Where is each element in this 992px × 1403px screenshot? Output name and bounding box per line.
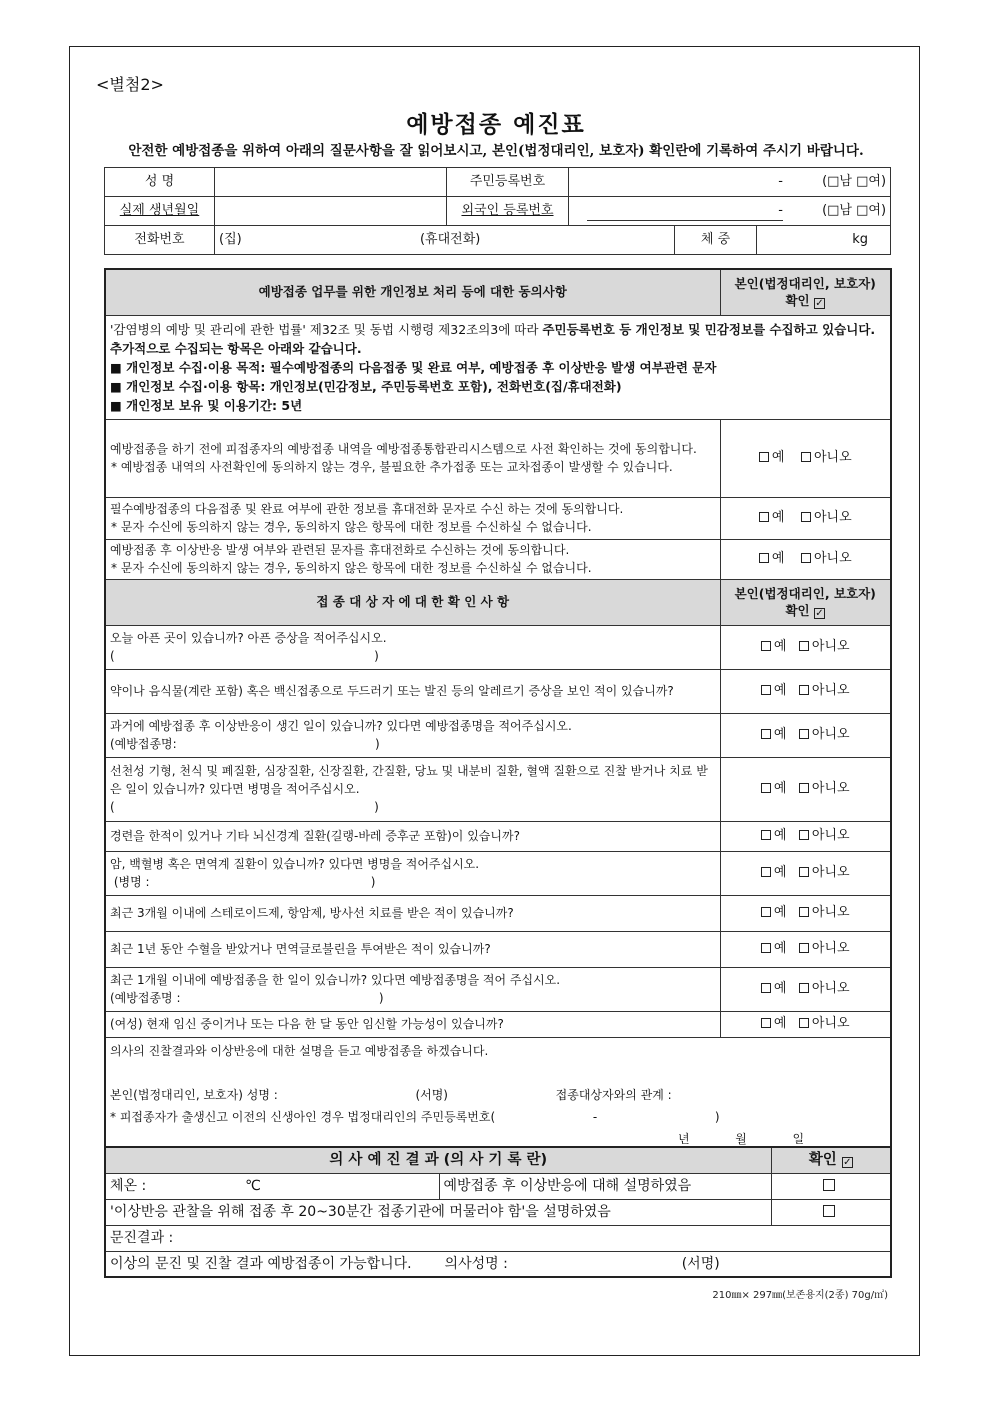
consent-q3-text: 예방접종 후 이상반응 발생 여부와 관련된 문자를 휴대전화로 수신하는 것에 동의합니다.	[110, 543, 570, 557]
consent-intro	[105, 315, 891, 419]
consent-header: 예방접종 업무를 위한 개인정보 처리 등에 대한 동의사항	[105, 269, 720, 315]
question-cell	[105, 757, 720, 821]
consent-q1	[105, 419, 720, 497]
question-answer[interactable]	[720, 895, 891, 931]
question-cell	[105, 669, 720, 713]
birth-label: 실제 생년월일	[105, 197, 215, 226]
question-text: 최근 3개월 이내에 스테로이드제, 항암제, 방사선 치료를 받은 적이 있습니까?	[110, 906, 514, 920]
question-cell	[105, 967, 720, 1011]
checkbox-icon[interactable]	[799, 830, 809, 840]
question-row	[105, 1011, 891, 1037]
checkbox-icon[interactable]	[799, 641, 809, 651]
checkbox-icon[interactable]	[759, 452, 769, 462]
rrn-dash: -	[778, 174, 783, 189]
doctor-confirm-header	[771, 1147, 891, 1173]
checkbox-icon[interactable]	[761, 729, 771, 739]
doctor-record-table	[104, 1146, 892, 1278]
no-label: 아니오	[811, 941, 850, 956]
checkbox-icon[interactable]	[761, 641, 771, 651]
rrn-label: 주민등록번호	[447, 168, 569, 197]
relation-label: 접종대상자와의 관계 :	[555, 1087, 672, 1102]
yes-label: 예	[771, 450, 785, 465]
question-row	[105, 851, 891, 895]
no-label: 아니오	[811, 1016, 850, 1031]
question-answer[interactable]	[720, 851, 891, 895]
home-phone-label: (집)	[219, 232, 242, 247]
question-text: 선천성 기형, 천식 및 폐질환, 심장질환, 신장질환, 간질환, 당뇨 및 내분비 질환, 혈액 질환으로 진찰 받거나 치료 받은 일이 있습니까? 있다면 병명을 적어주십시오.	[110, 764, 708, 796]
question-answer[interactable]	[720, 931, 891, 967]
question-row	[105, 967, 891, 1011]
consent-bullet-purpose: ■ 개인정보 수집·이용 목적: 필수예방접종의 다음접종 및 완료 여부, 예방접종 후 이상반응 발생 여부관련 문자	[110, 359, 717, 375]
signature-line	[110, 1084, 886, 1106]
newborn-note	[110, 1106, 886, 1128]
checkbox-icon[interactable]	[761, 867, 771, 877]
question-answer-blank[interactable]: (예방접종명 : )	[110, 991, 384, 1005]
question-answer-blank[interactable]: ( )	[110, 649, 379, 663]
question-text: 최근 1개월 이내에 예방접종을 한 일이 있습니까? 있다면 예방접종명을 적어 주십시오.	[110, 973, 561, 987]
consent-q1-note: * 예방접종 내역의 사전확인에 동의하지 않는 경우, 불필요한 추가접종 또는 교차접종이 발생할 수 있습니다.	[111, 460, 673, 474]
checked-box-icon: ✓	[815, 608, 824, 619]
question-cell	[105, 895, 720, 931]
checkbox-icon[interactable]	[761, 1018, 771, 1028]
confirm-sub-text: 확인	[785, 603, 810, 618]
checkbox-icon[interactable]	[799, 729, 809, 739]
yes-label: 예	[773, 1016, 787, 1031]
newborn-note-dash: -	[592, 1109, 598, 1124]
doctor-confirm-text: 확인	[808, 1152, 837, 1169]
no-label: 아니오	[813, 551, 852, 566]
yes-label: 예	[773, 639, 787, 654]
checkbox-icon[interactable]	[761, 685, 771, 695]
question-answer-blank[interactable]: ( )	[110, 800, 379, 814]
foreign-field[interactable]	[569, 197, 891, 226]
observe-check[interactable]	[771, 1199, 891, 1225]
no-label: 아니오	[811, 905, 850, 920]
name-label: 성 명	[105, 168, 215, 197]
doctor-name-label: 의사성명 :	[444, 1255, 508, 1272]
consent-q2	[105, 497, 720, 539]
temperature-field[interactable]	[105, 1173, 439, 1199]
checkbox-icon[interactable]	[823, 1205, 835, 1217]
signer-label: 본인(법정대리인, 보호자) 성명 :	[110, 1087, 278, 1102]
checkbox-icon[interactable]	[761, 830, 771, 840]
no-label: 아니오	[813, 510, 852, 525]
question-answer-blank[interactable]: (병명 : )	[110, 875, 376, 889]
consent-q2-text: 필수예방접종의 다음접종 및 완료 여부에 관한 정보를 휴대전화 문자로 수신 하는 것에 동의합니다.	[110, 502, 624, 516]
form-subtitle: 안전한 예방접종을 위하여 아래의 질문사항을 잘 읽어보시고, 본인(법정대리인, 보호자) 확인란에 기록하여 주시기 바랍니다.	[128, 143, 864, 159]
question-cell	[105, 625, 720, 669]
phone-label: 전화번호	[105, 226, 215, 255]
mobile-phone-label: (휴대전화)	[419, 232, 481, 247]
consent-q3-answer[interactable]	[720, 539, 891, 579]
question-answer[interactable]	[720, 625, 891, 669]
form-title: 예방접종 예진표	[406, 112, 586, 138]
consent-q2-answer[interactable]	[720, 497, 891, 539]
no-label: 아니오	[813, 450, 852, 465]
no-label: 아니오	[811, 639, 850, 654]
checkbox-icon[interactable]	[761, 943, 771, 953]
gender-options-2[interactable]: (□남 □여)	[822, 202, 887, 218]
question-cell	[105, 1011, 720, 1037]
no-label: 아니오	[811, 781, 850, 796]
question-cell	[105, 713, 720, 757]
yes-label: 예	[773, 727, 787, 742]
question-text: 과거에 예방접종 후 이상반응이 생긴 일이 있습니까? 있다면 예방접종명을 적어주십시오.	[110, 719, 572, 733]
name-field[interactable]	[215, 168, 447, 197]
doctor-header: 의 사 예 진 결 과 (의 사 기 록 란)	[105, 1147, 771, 1173]
checkbox-icon[interactable]	[799, 983, 809, 993]
question-answer[interactable]	[720, 821, 891, 851]
consent-q3	[105, 539, 720, 579]
newborn-note-close: )	[714, 1109, 720, 1124]
vaccination-possible-text: 이상의 문진 및 진찰 결과 예방접종이 가능합니다.	[110, 1255, 412, 1272]
signature-statement: 의사의 진찰결과와 이상반응에 대한 설명을 듣고 예방접종을 하겠습니다.	[110, 1043, 489, 1058]
no-label: 아니오	[811, 828, 850, 843]
checkbox-icon[interactable]	[799, 783, 809, 793]
question-cell	[105, 821, 720, 851]
question-row	[105, 931, 891, 967]
attachment-label: <별첨2>	[96, 75, 164, 94]
newborn-note-text: * 피접종자가 출생신고 이전의 신생아인 경우 법정대리인의 주민등록번호(	[110, 1109, 496, 1124]
question-answer[interactable]	[720, 669, 891, 713]
checkbox-icon[interactable]	[823, 1179, 835, 1191]
consent-intro-text: '감염병의 예방 및 관리에 관한 법률' 제32조 및 동법 시행령 제32조의3에 따라	[110, 321, 543, 337]
checkbox-icon[interactable]	[759, 553, 769, 563]
yes-label: 예	[773, 781, 787, 796]
yes-label: 예	[771, 510, 785, 525]
checkbox-icon[interactable]	[801, 553, 811, 563]
doctor-signature-line[interactable]	[105, 1251, 891, 1277]
gender-options[interactable]: (□남 □여)	[822, 174, 887, 189]
month-label: 월	[735, 1131, 747, 1146]
checkbox-icon[interactable]	[799, 867, 809, 877]
confirm-sub-text: 확인	[785, 293, 810, 309]
checkbox-icon[interactable]	[799, 685, 809, 695]
consent-bullet-period: ■ 개인정보 보유 및 이용기간: 5년	[110, 397, 303, 413]
consent-intro-bold: 주민등록번호 등 개인정보 및 민감정보를 수집하고 있습니다. 추가적으로 수집되는 항목은 아래와 같습니다.	[110, 321, 876, 356]
question-row	[105, 625, 891, 669]
question-cell	[105, 851, 720, 895]
checkbox-icon[interactable]	[799, 1018, 809, 1028]
year-label: 년	[678, 1131, 690, 1146]
question-answer[interactable]	[720, 1011, 891, 1037]
question-cell	[105, 931, 720, 967]
birth-field[interactable]	[215, 197, 447, 226]
question-answer[interactable]	[720, 713, 891, 757]
explained-label: 예방접종 후 이상반응에 대해 설명하였음	[439, 1173, 771, 1199]
question-row	[105, 669, 891, 713]
paper-spec-footer: 210㎜× 297㎜(보존용지(2종) 70g/㎡)	[712, 1290, 888, 1301]
question-row	[105, 895, 891, 931]
weight-field[interactable]	[757, 226, 891, 255]
checkbox-icon[interactable]	[761, 907, 771, 917]
yes-label: 예	[773, 865, 787, 880]
no-label: 아니오	[811, 683, 850, 698]
yes-label: 예	[773, 905, 787, 920]
foreign-label: 외국인 등록번호	[447, 197, 569, 226]
sign-label[interactable]: (서명)	[415, 1087, 448, 1102]
phone-field[interactable]	[215, 226, 675, 255]
checkbox-icon[interactable]	[801, 452, 811, 462]
question-text: 최근 1년 동안 수혈을 받았거나 면역글로불린을 투여받은 적이 있습니까?	[110, 942, 491, 956]
question-row	[105, 713, 891, 757]
doctor-sign-label[interactable]: (서명)	[681, 1255, 720, 1272]
question-row	[105, 821, 891, 851]
temperature-unit: ℃	[245, 1178, 261, 1194]
yes-label: 예	[773, 828, 787, 843]
checked-box-icon: ✓	[815, 298, 824, 310]
checkbox-icon[interactable]	[761, 983, 771, 993]
weight-label: 체 중	[675, 226, 757, 255]
question-answer[interactable]	[720, 757, 891, 821]
questions-header: 접 종 대 상 자 에 대 한 확 인 사 항	[105, 579, 720, 625]
observe-label: '이상반응 관찰을 위해 접종 후 20~30분간 접종기관에 머물러야 함'을 설명하였음	[105, 1199, 771, 1225]
question-text: (여성) 현재 임신 중이거나 또는 다음 한 달 동안 임신할 가능성이 있습니까?	[110, 1017, 504, 1031]
confirm-header-text: 본인(법정대리인, 보호자)	[734, 276, 876, 292]
confirm-header-text: 본인(법정대리인, 보호자)	[734, 586, 876, 601]
question-answer[interactable]	[720, 967, 891, 1011]
checkbox-icon[interactable]	[759, 512, 769, 522]
question-text: 경련을 한적이 있거나 기타 뇌신경계 질환(길랭-바레 증후군 포함)이 있습니까?	[110, 829, 520, 843]
yes-label: 예	[773, 981, 787, 996]
personal-info-table	[104, 167, 891, 255]
consent-q1-text: 예방접종을 하기 전에 피접종자의 예방접종 내역을 예방접종통합관리시스템으로 사전 확인하는 것에 동의합니다.	[110, 442, 697, 456]
no-label: 아니오	[811, 865, 850, 880]
checkbox-icon[interactable]	[799, 943, 809, 953]
no-label: 아니오	[811, 727, 850, 742]
rrn-field[interactable]	[569, 168, 891, 197]
foreign-dash: -	[587, 202, 783, 221]
checkbox-icon[interactable]	[761, 783, 771, 793]
day-label: 일	[792, 1131, 805, 1146]
consent-q3-note: * 문자 수신에 동의하지 않는 경우, 동의하지 않은 항목에 대한 정보를 수신하실 수 없습니다.	[111, 561, 592, 575]
question-row	[105, 757, 891, 821]
temperature-label: 체온 :	[110, 1178, 147, 1194]
question-text: 오늘 아픈 곳이 있습니까? 아픈 증상을 적어주십시오.	[110, 631, 387, 645]
question-text: 약이나 음식물(계란 포함) 혹은 백신접종으로 두드러기 또는 발진 등의 알레르기 증상을 보인 적이 있습니까?	[110, 684, 674, 698]
question-rows	[105, 625, 891, 1037]
weight-unit: kg	[852, 232, 869, 247]
questions-confirm-header	[720, 579, 891, 625]
consent-q1-answer[interactable]	[720, 419, 891, 497]
interview-result[interactable]: 문진결과 :	[105, 1225, 891, 1251]
checkbox-icon[interactable]	[801, 512, 811, 522]
question-answer-blank[interactable]: (예방접종명: )	[110, 737, 380, 751]
yes-label: 예	[773, 683, 787, 698]
no-label: 아니오	[811, 981, 850, 996]
question-text: 암, 백혈병 혹은 면역계 질환이 있습니까? 있다면 병명을 적어주십시오.	[110, 857, 480, 871]
checked-box-icon: ✓	[843, 1157, 852, 1169]
explained-check[interactable]	[771, 1173, 891, 1199]
consent-confirm-header	[720, 269, 891, 315]
signature-section	[105, 1037, 891, 1152]
yes-label: 예	[773, 941, 787, 956]
consent-questionnaire-table	[104, 268, 892, 1153]
checkbox-icon[interactable]	[799, 907, 809, 917]
yes-label: 예	[771, 551, 785, 566]
consent-bullet-items: ■ 개인정보 수집·이용 항목: 개인정보(민감정보, 주민등록번호 포함), 전화번호(집/휴대전화)	[110, 378, 622, 394]
consent-q2-note: * 문자 수신에 동의하지 않는 경우, 동의하지 않은 항목에 대한 정보를 수신하실 수 없습니다.	[111, 520, 592, 534]
